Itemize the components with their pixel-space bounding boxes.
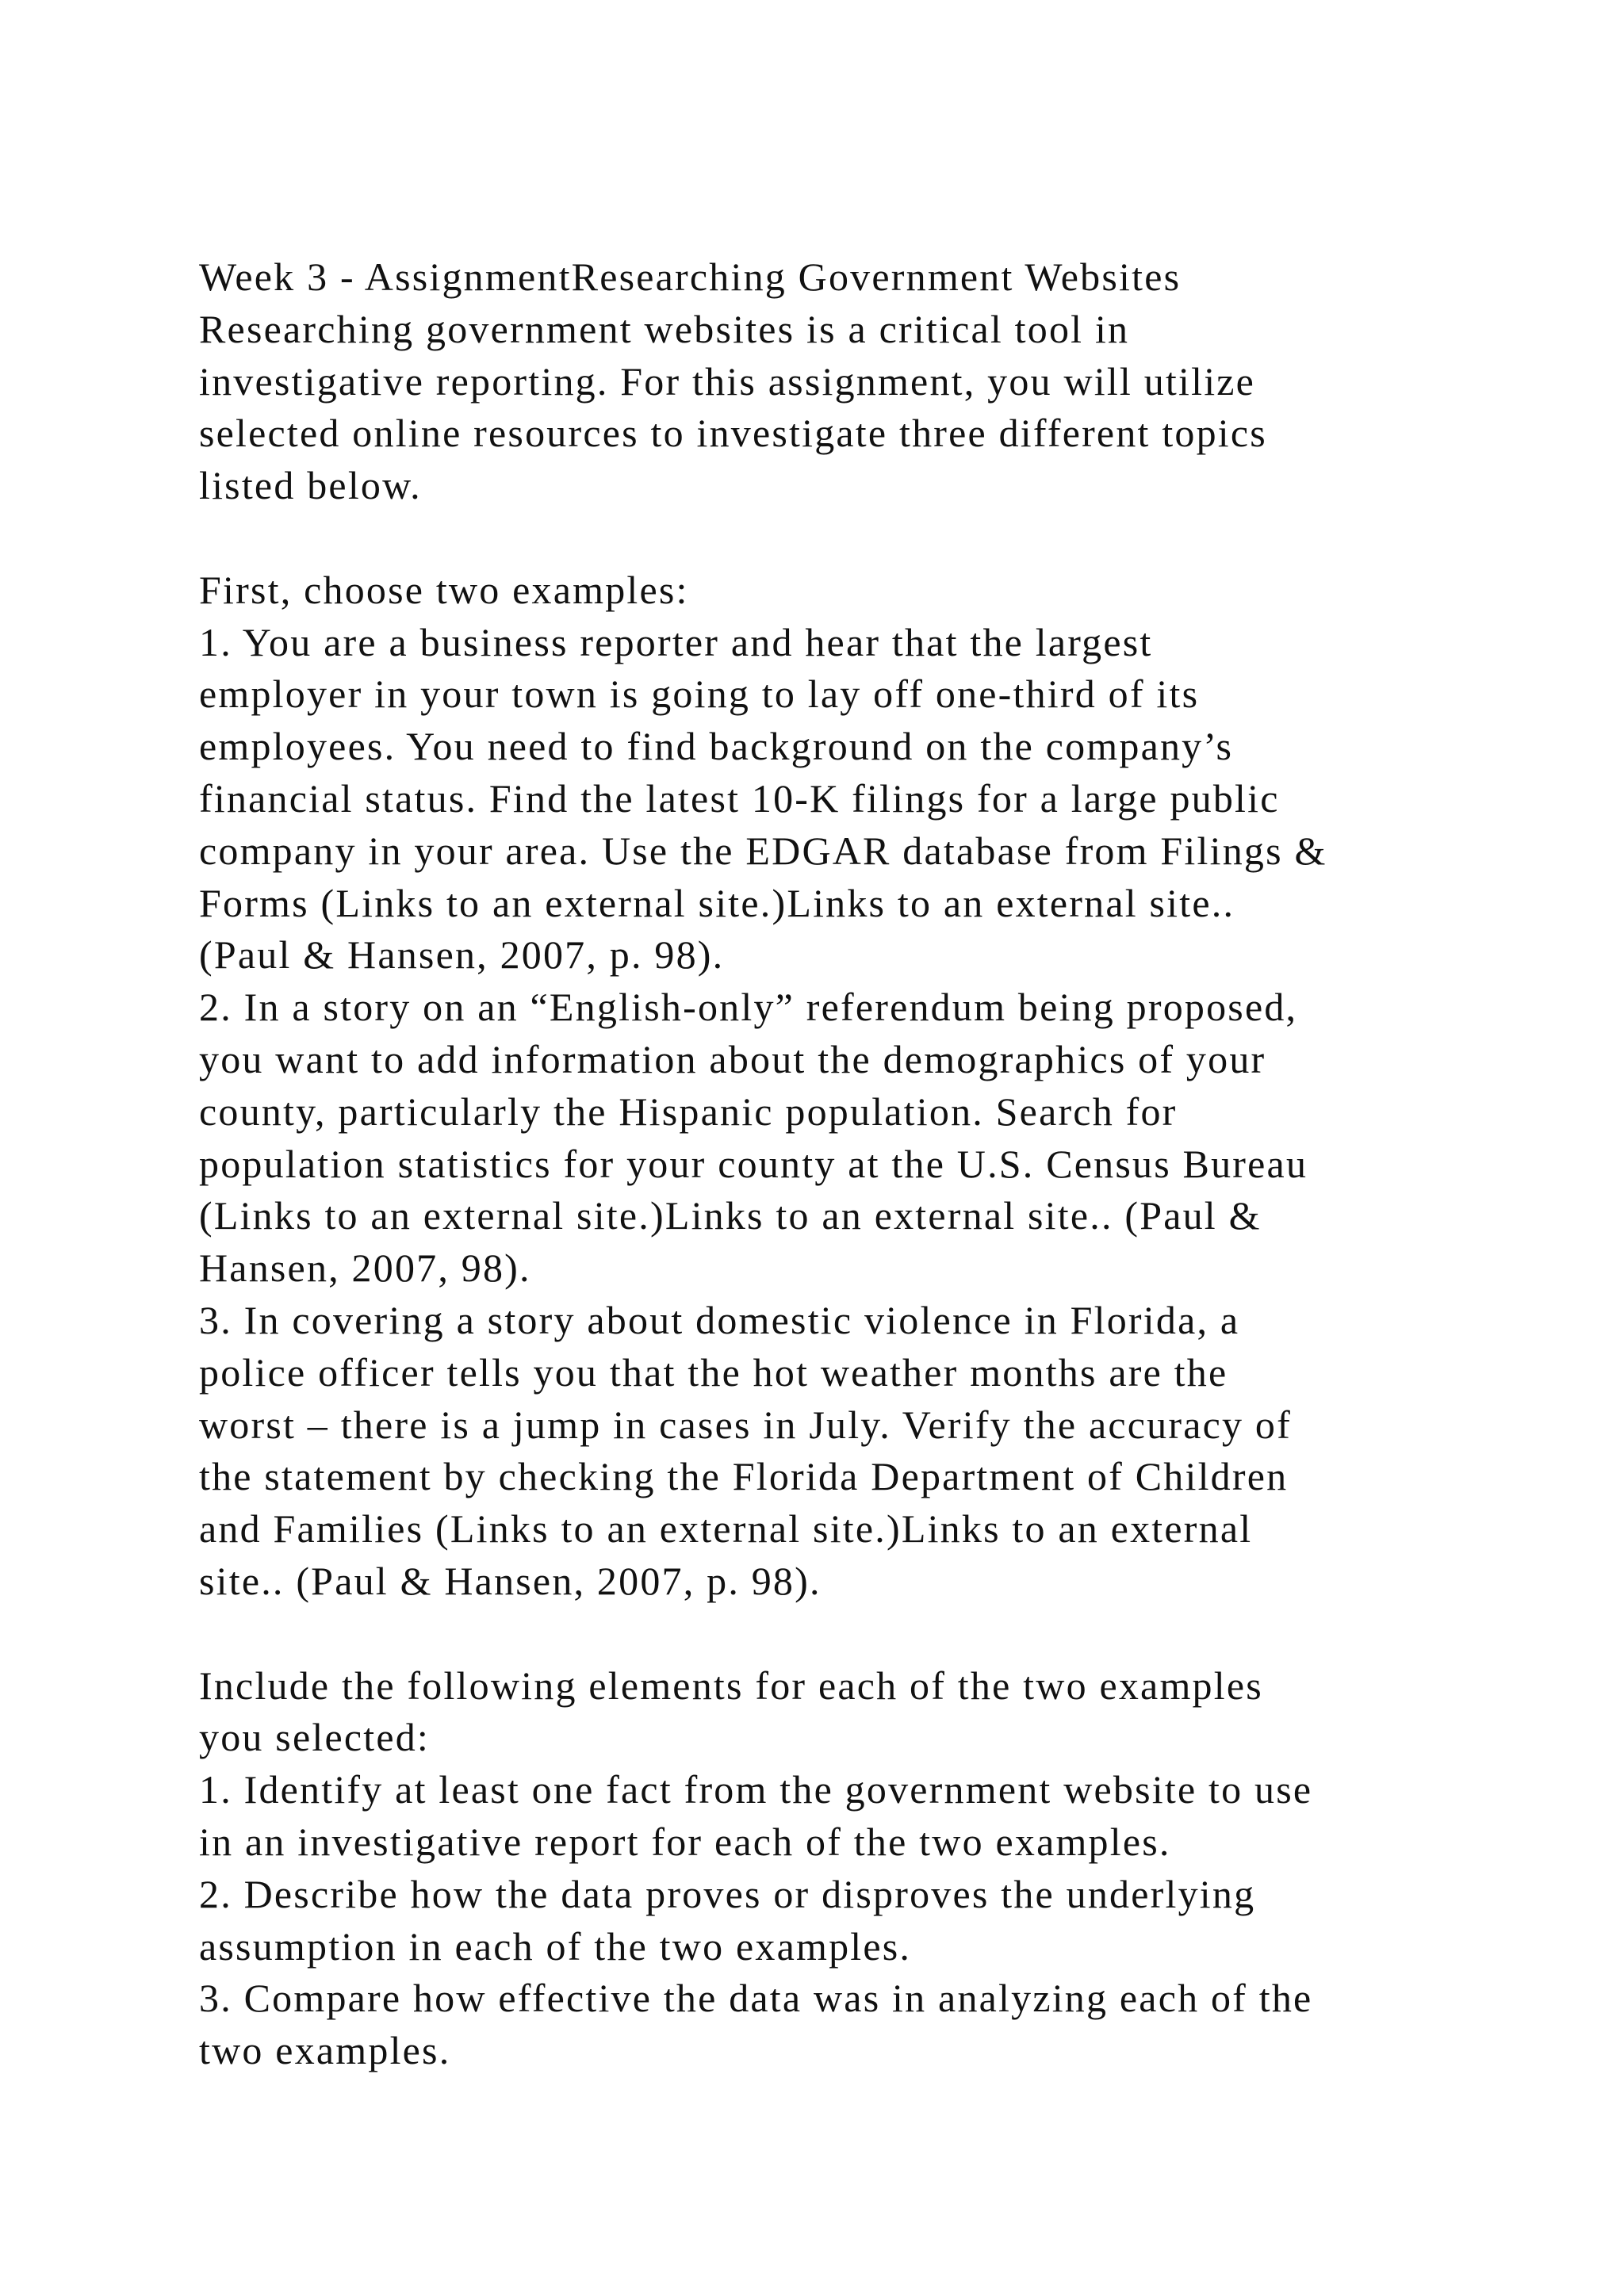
example-2-line: (Links to an external site.)Links to an external site.. (Paul & xyxy=(199,1193,1262,1238)
element-1-line: in an investigative report for each of the two examples. xyxy=(199,1819,1171,1864)
elements-heading: Include the following elements for each of the two examples xyxy=(199,1663,1263,1708)
intro-line: investigative reporting. For this assignment, you will utilize xyxy=(199,358,1256,404)
element-2-line: assumption in each of the two examples. xyxy=(199,1923,912,1969)
example-2-line: Hansen, 2007, 98). xyxy=(199,1246,531,1291)
example-2-line: county, particularly the Hispanic population. Search for xyxy=(199,1089,1178,1134)
intro-line: Researching government websites is a critical tool in xyxy=(199,306,1130,351)
example-1-line: company in your area. Use the EDGAR database from Filings & xyxy=(199,828,1327,873)
example-3-line: site.. (Paul & Hansen, 2007, p. 98). xyxy=(199,1558,822,1603)
element-1-line: 1. Identify at least one fact from the government website to use xyxy=(199,1767,1313,1812)
example-1-line: employer in your town is going to lay off one-third of its xyxy=(199,672,1200,717)
example-1-line: Forms (Links to an external site.)Links to an external site.. xyxy=(199,880,1235,925)
document-body xyxy=(199,251,1500,2077)
example-3-line: the statement by checking the Florida Department of Children xyxy=(199,1454,1289,1499)
intro-line: selected online resources to investigate three different topics xyxy=(199,411,1267,456)
examples-heading: First, choose two examples: xyxy=(199,567,689,612)
elements-heading: you selected: xyxy=(199,1715,431,1760)
example-3-line: 3. In covering a story about domestic violence in Florida, a xyxy=(199,1297,1240,1342)
example-3-line: worst – there is a jump in cases in July. Verify the accuracy of xyxy=(199,1402,1292,1447)
element-3-line: 3. Compare how effective the data was in analyzing each of the xyxy=(199,1976,1313,2021)
example-2-line: you want to add information about the demographics of your xyxy=(199,1036,1266,1081)
example-1-line: (Paul & Hansen, 2007, p. 98). xyxy=(199,932,725,978)
example-1-line: financial status. Find the latest 10-K filings for a large public xyxy=(199,775,1280,821)
paragraph-spacer xyxy=(199,1608,1500,1660)
example-3-line: police officer tells you that the hot weather months are the xyxy=(199,1349,1228,1395)
example-2-line: 2. In a story on an “English-only” referendum being proposed, xyxy=(199,985,1298,1030)
paragraph-spacer xyxy=(199,512,1500,564)
example-3-line: and Families (Links to an external site.)Links to an external xyxy=(199,1506,1253,1552)
example-1-line: 1. You are a business reporter and hear that the largest xyxy=(199,619,1153,664)
element-3-line: two examples. xyxy=(199,2028,451,2073)
example-2-line: population statistics for your county at the U.S. Census Bureau xyxy=(199,1141,1308,1186)
element-2-line: 2. Describe how the data proves or disproves the underlying xyxy=(199,1871,1256,1916)
title-line: Week 3 - AssignmentResearching Government Websites xyxy=(199,254,1182,299)
example-1-line: employees. You need to find background on the company’s xyxy=(199,724,1234,769)
intro-line: listed below. xyxy=(199,463,422,508)
